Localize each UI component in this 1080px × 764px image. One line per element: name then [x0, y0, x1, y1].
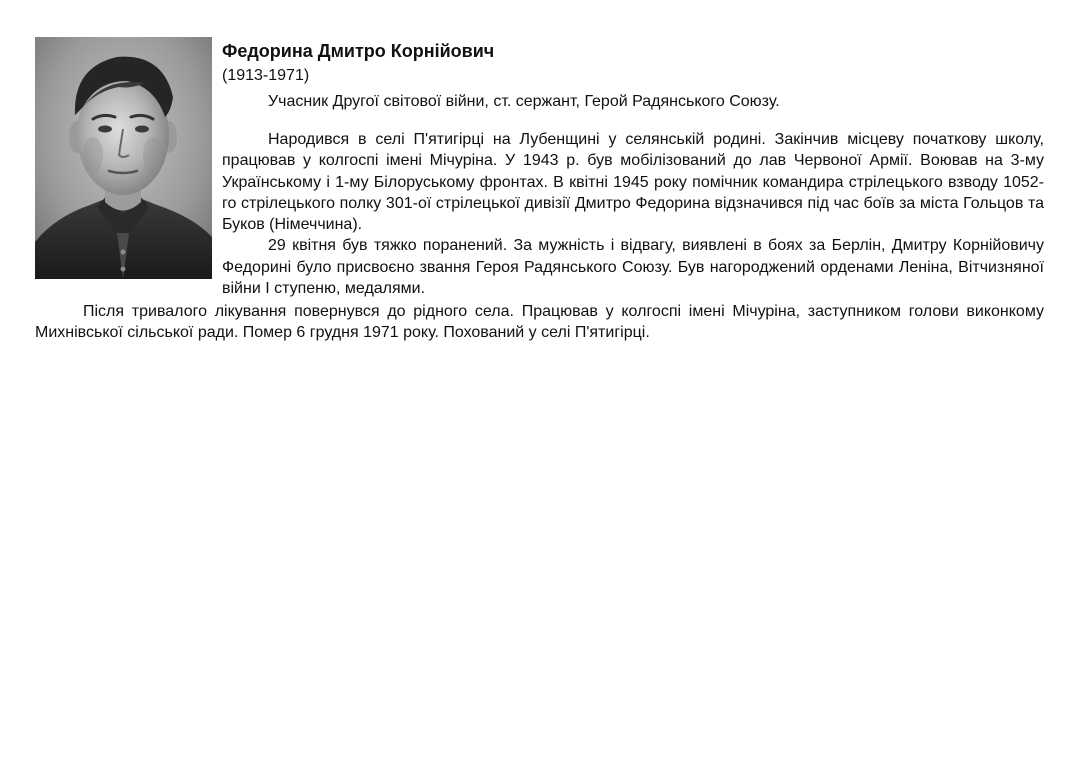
biography-paragraph: Народився в селі П'ятигірці на Лубенщині у селянській родині. Закінчив місцеву початкову школу, працював у колгоспі імені Мічуріна. У 1943 р. був мобілізований до лав Червоної Армії. Воював на 3-му Українському і 1-му Білоруському фронтах. В квітні 1945 року помічник командира стрілецького взводу 1052-го стрілецького полку 301-ої стрілецької дивізії Дмитро Федорина відзначився під час боїв за міста Гольцов та Буков (Німеччина).	[222, 131, 1044, 234]
biography-paragraph: Після тривалого лікування повернувся до рідного села. Працював у колгоспі імені Мічуріна, заступником голови виконкому Михнівської сільської ради. Помер 6 грудня 1971 року. Похований у селі П'ятигірці.	[35, 303, 1044, 342]
portrait-image	[35, 37, 212, 279]
person-role: Учасник Другої світової війни, ст. сержант, Герой Радянського Союзу.	[268, 93, 780, 110]
portrait-photo	[35, 37, 212, 279]
life-years: (1913-1971)	[222, 67, 310, 84]
person-name: Федорина Дмитро Корнійович	[222, 41, 495, 61]
biography-main	[222, 129, 1044, 299]
biography-tail	[35, 301, 1044, 344]
biography-paragraph: 29 квітня був тяжко поранений. За мужність і відвагу, виявлені в боях за Берлін, Дмитру Корнійовичу Федорині було присвоєно звання Героя Радянського Союзу. Був нагороджений орденами Леніна, Вітчизняної війни І ступеню, медалями.	[222, 237, 1044, 298]
